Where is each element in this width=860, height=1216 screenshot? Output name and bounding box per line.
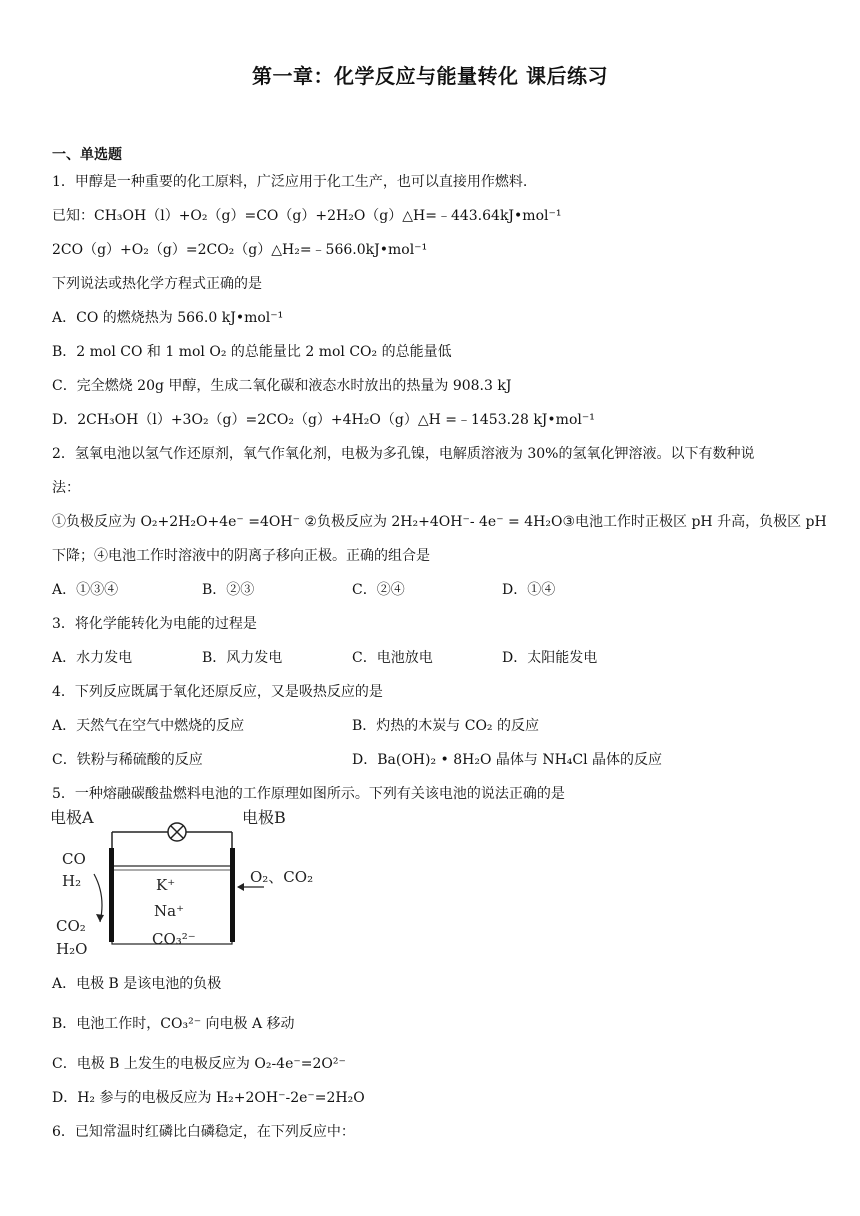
section-heading: 一、单选题 <box>52 147 122 163</box>
q5-option-c: C．电极 B 上发生的电极反应为 O₂-4e⁻=2O²⁻ <box>52 1056 346 1072</box>
q3-option-a: A．水力发电 <box>52 650 133 666</box>
q3-option-c: C．电池放电 <box>352 650 433 666</box>
q2-statements-2: 下降；④电池工作时溶液中的阴离子移向正极。正确的组合是 <box>52 548 430 564</box>
q2-stem-1: 2．氢氧电池以氢气作还原剂，氧气作氧化剂，电极为多孔镍，电解质溶液为 30%的氢氧化钾溶液。以下有数种说 <box>52 446 755 462</box>
q4-option-a: A．天然气在空气中燃烧的反应 <box>52 718 245 734</box>
electrode-b-plate <box>230 848 235 942</box>
q2-option-c: C．②④ <box>352 582 405 598</box>
q1-option-c: C．完全燃烧 20g 甲醇，生成二氧化碳和液态水时放出的热量为 908.3 kJ <box>52 378 512 394</box>
q2-stem-2: 法： <box>52 480 80 496</box>
q5-option-d: D．H₂ 参与的电极反应为 H₂+2OH⁻-2e⁻=2H₂O <box>52 1090 365 1106</box>
lamp-icon <box>168 823 186 841</box>
q2-option-d: D．①④ <box>502 582 556 598</box>
q5-stem: 5．一种熔融碳酸盐燃料电池的工作原理如图所示。下列有关该电池的说法正确的是 <box>52 786 565 802</box>
ion-na: Na⁺ <box>154 902 184 920</box>
input-a-h2: H₂ <box>62 872 82 890</box>
electrode-a-label: 电极A <box>50 808 94 827</box>
output-a-co2: CO₂ <box>56 917 86 935</box>
q1-stem: 1．甲醇是一种重要的化工原料，广泛应用于化工生产，也可以直接用作燃料. <box>52 174 528 190</box>
q2-statements-1: ①负极反应为 O₂+2H₂O+4e⁻ =4OH⁻ ②负极反应为 2H₂+4OH⁻- 4e⁻ = 4H₂O③电池工作时正极区 pH 升高，负极区 pH <box>52 514 827 530</box>
q3-option-b: B．风力发电 <box>202 650 283 666</box>
q1-option-d: D．2CH₃OH（l）+3O₂（g）=2CO₂（g）+4H₂O（g）△H =﹣1453.28 kJ•mol⁻¹ <box>52 412 595 428</box>
q4-option-b: B．灼热的木炭与 CO₂ 的反应 <box>352 718 539 734</box>
q1-option-a: A．CO 的燃烧热为 566.0 kJ•mol⁻¹ <box>52 310 284 326</box>
q4-stem: 4．下列反应既属于氧化还原反应，又是吸热反应的是 <box>52 684 383 700</box>
q1-option-b: B．2 mol CO 和 1 mol O₂ 的总能量比 2 mol CO₂ 的总能量低 <box>52 344 452 360</box>
electrode-a-plate <box>109 848 114 942</box>
page-title: 第一章：化学反应与能量转化 课后练习 <box>252 64 608 88</box>
q1-ask: 下列说法或热化学方程式正确的是 <box>52 276 262 292</box>
q4-option-c: C．铁粉与稀硫酸的反应 <box>52 752 203 768</box>
q2-option-b: B．②③ <box>202 582 255 598</box>
q3-stem: 3．将化学能转化为电能的过程是 <box>52 616 257 632</box>
input-a-co: CO <box>62 850 86 868</box>
q3-option-d: D．太阳能发电 <box>502 650 598 666</box>
q6-stem: 6．已知常温时红磷比白磷稳定，在下列反应中： <box>52 1124 355 1140</box>
q5-option-b: B．电池工作时，CO₃²⁻ 向电极 A 移动 <box>52 1016 295 1032</box>
electrode-b-label: 电极B <box>242 808 286 827</box>
q1-known-1: 已知：CH₃OH（l）+O₂（g）=CO（g）+2H₂O（g）△H=﹣443.64kJ•mol⁻¹ <box>52 208 562 224</box>
q5-option-a: A．电极 B 是该电池的负极 <box>52 976 222 992</box>
q1-known-2: 2CO（g）+O₂（g）=2CO₂（g）△H₂=﹣566.0kJ•mol⁻¹ <box>52 242 428 258</box>
q4-option-d: D．Ba(OH)₂ • 8H₂O 晶体与 NH₄Cl 晶体的反应 <box>352 752 663 768</box>
q2-option-a: A．①③④ <box>52 582 119 598</box>
output-a-h2o: H₂O <box>56 940 88 958</box>
ion-k: K⁺ <box>156 876 176 894</box>
ion-co3: CO₃²⁻ <box>152 930 196 948</box>
input-b-gases: O₂、CO₂ <box>250 868 314 886</box>
fuel-cell-diagram <box>48 804 338 964</box>
